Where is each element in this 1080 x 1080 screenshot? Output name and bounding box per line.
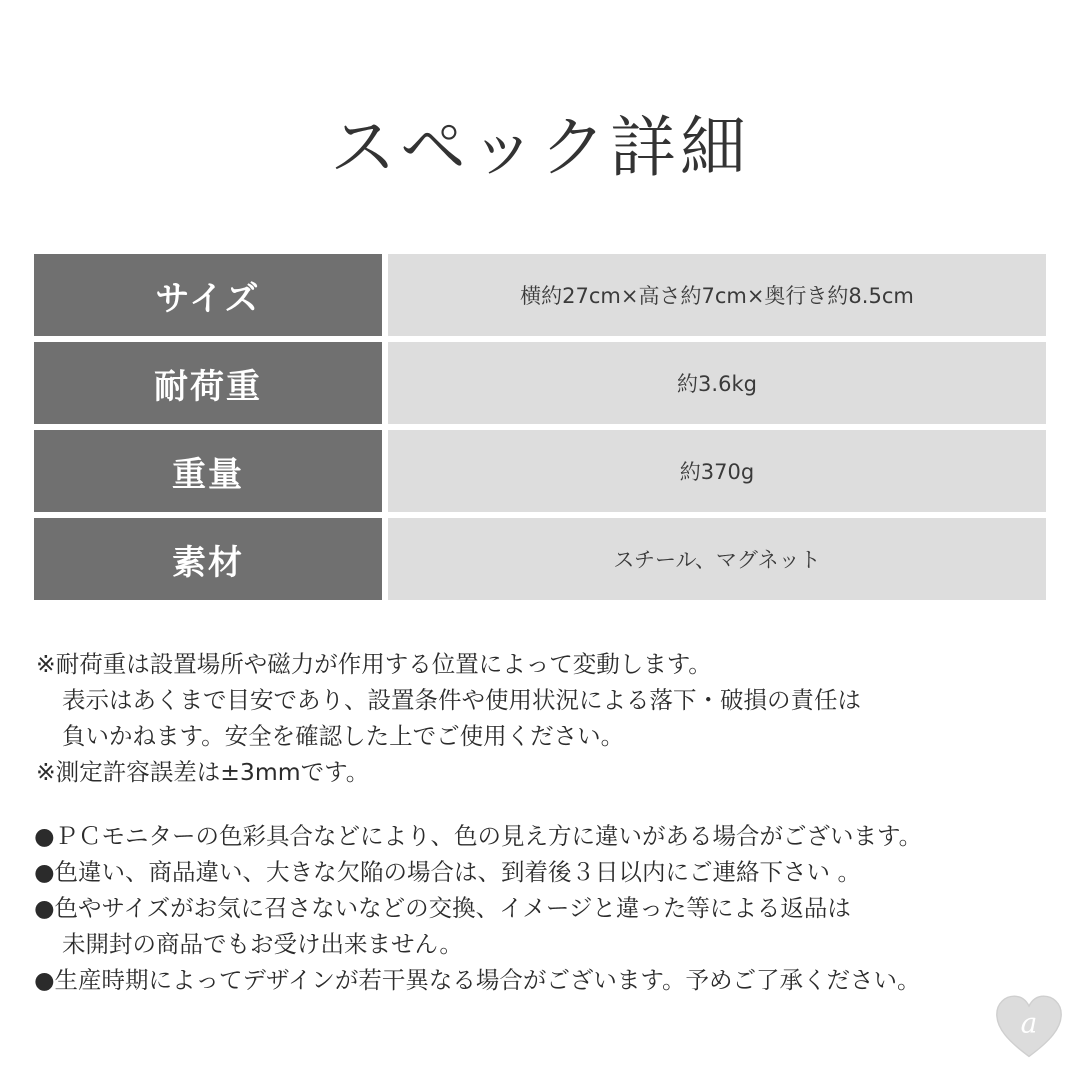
logo-letter: a [1020, 1006, 1038, 1040]
spec-row-weight [34, 430, 1046, 512]
notes-block [36, 646, 1056, 790]
heart-logo-icon [994, 992, 1064, 1062]
bullet-item: ●色やサイズがお気に召さないなどの交換、イメージと違った等による返品は [34, 894, 851, 922]
note-line: ※耐荷重は設置場所や磁力が作用する位置によって変動します。 [36, 650, 712, 678]
spec-value: 約3.6kg [388, 342, 1046, 424]
spec-label: 耐荷重 [34, 342, 382, 424]
spec-value: 約370g [388, 430, 1046, 512]
note-line: 表示はあくまで目安であり、設置条件や使用状況による落下・破損の責任は [62, 686, 861, 714]
bullet-item-continuation: 未開封の商品でもお受け出来ません。 [62, 930, 463, 958]
spec-label: 素材 [34, 518, 382, 600]
bullet-item: ●生産時期によってデザインが若干異なる場合がございます。予めご了承ください。 [34, 966, 921, 994]
page-title: スペック詳細 [330, 109, 750, 186]
spec-value: スチール、マグネット [388, 518, 1046, 600]
spec-table [34, 254, 1046, 606]
note-line: 負いかねます。安全を確認した上でご使用ください。 [62, 722, 625, 750]
spec-row-size [34, 254, 1046, 336]
spec-value: 横約27cm×高さ約7cm×奥行き約8.5cm [388, 254, 1046, 336]
spec-label: 重量 [34, 430, 382, 512]
bullet-item: ●色違い、商品違い、大きな欠陥の場合は、到着後３日以内にご連絡下さい 。 [34, 858, 861, 886]
note-line: ※測定許容誤差は±3mmです。 [36, 758, 370, 786]
spec-row-load-capacity [34, 342, 1046, 424]
spec-label: サイズ [34, 254, 382, 336]
bullet-item: ●ＰＣモニターの色彩具合などにより、色の見え方に違いがある場合がございます。 [34, 822, 923, 850]
spec-row-material [34, 518, 1046, 600]
bullet-list [34, 818, 1064, 998]
